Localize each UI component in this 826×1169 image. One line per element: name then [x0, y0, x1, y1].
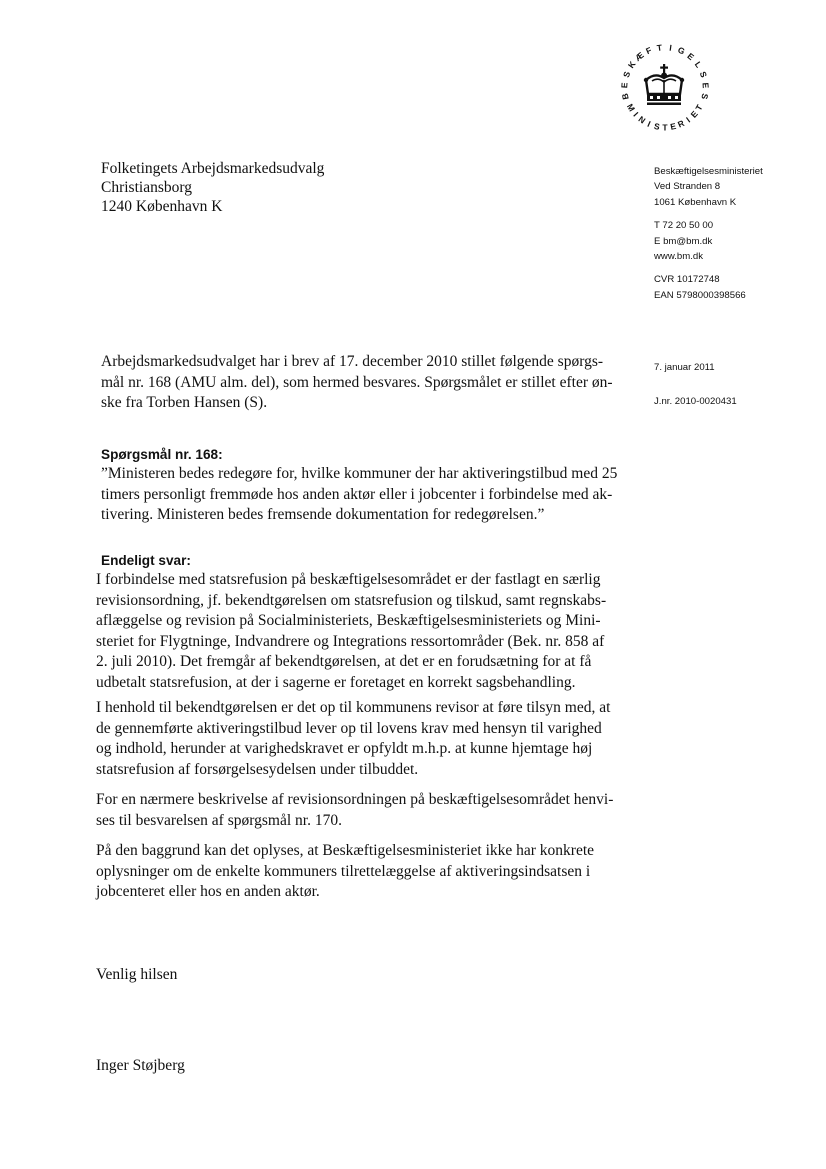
seal-letter: L	[692, 59, 704, 70]
text-line: ses til besvarelsen af spørgsmål nr. 170.	[96, 811, 342, 829]
seal-letter: E	[700, 82, 711, 89]
closing-greeting: Venlig hilsen	[96, 966, 178, 983]
text-line: statsrefusion af forsørgelsesydelsen under tilbuddet.	[96, 760, 419, 778]
text-line: 2. juli 2010). Det fremgår af bekendtgørelsen, at det er en forudsætning for at få	[96, 653, 592, 670]
text-line: På den baggrund kan det oplyses, at Beskæftigelsesministeriet ikke har konkrete	[96, 842, 595, 859]
signature-name: Inger Støjberg	[96, 1057, 185, 1074]
text-line: ske fra Torben Hansen (S).	[101, 394, 268, 411]
text-line: oplysninger om de enkelte kommuners tilrettelæggelse af aktiveringsindsatsen i	[96, 862, 591, 880]
sender-city: 1061 København K	[654, 196, 737, 208]
question-text	[101, 464, 617, 526]
text-line: For en nærmere beskrivelse af revisionsordningen på beskæftigelsesområdet henvi-	[96, 791, 614, 808]
seal-letter: E	[685, 50, 697, 63]
sender-info	[654, 164, 763, 303]
seal-letter: E	[688, 108, 700, 120]
recipient-line: Christiansborg	[101, 179, 192, 196]
sender-web: www.bm.dk	[654, 250, 704, 262]
text-line: mål nr. 168 (AMU alm. del), som hermed besvares. Spørgsmålet er stillet efter øn-	[101, 373, 613, 391]
sender-cvr: CVR 10172748	[654, 274, 720, 286]
answer-paragraph-3	[96, 790, 613, 831]
answer-paragraph-1	[96, 570, 606, 693]
seal-letter: I	[631, 110, 641, 119]
seal-letter: G	[676, 44, 687, 57]
seal-letter: F	[644, 44, 654, 57]
text-line: I henhold til bekendtgørelsen er det op til kommunens revisor at føre tilsyn med, at	[96, 699, 611, 716]
text-line: Arbejdsmarkedsudvalget har i brev af 17. december 2010 stillet følgende spørgs-	[101, 353, 604, 370]
seal-letter: S	[620, 70, 633, 79]
text-line: timers personligt fremmøde hos anden aktør eller i jobcenter i forbindelse med ak-	[101, 485, 613, 503]
text-line: tivering. Ministeren bedes fremsende dokumentation for redegørelsen.”	[101, 506, 545, 523]
answer-paragraph-4	[96, 841, 594, 903]
text-line: udbetalt statsrefusion, at der i sagerne er foretaget en korrekt sagsbehandling.	[96, 673, 576, 691]
seal-letter: S	[697, 70, 710, 79]
seal-arc-text-bottom	[625, 102, 705, 132]
seal-letter: N	[636, 113, 648, 126]
letter-date: 7. januar 2011	[654, 362, 715, 373]
recipient-address	[101, 159, 324, 216]
seal-letter: E	[669, 120, 677, 132]
text-line: steriet for Flygtninge, Indvandrere og Integrations ressortområder (Bek. nr. 858 af	[96, 632, 605, 650]
question-heading: Spørgsmål nr. 168:	[101, 447, 223, 462]
recipient-line: Folketingets Arbejdsmarkedsudvalg	[101, 160, 325, 177]
seal-letter: I	[684, 115, 692, 125]
answer-paragraph-2	[96, 698, 610, 780]
sender-name: Beskæftigelsesministeriet	[654, 166, 763, 177]
text-line: og indhold, herunder at varighedskravet er opfyldt m.h.p. at kunne hjemtage høj	[96, 740, 593, 757]
crown-icon	[644, 64, 684, 105]
text-line: ”Ministeren bedes redegøre for, hvilke kommuner der har aktiveringstilbud med 25	[101, 465, 618, 482]
sender-email: E bm@bm.dk	[654, 235, 713, 247]
seal-letter: I	[668, 42, 673, 53]
answer-heading: Endeligt svar:	[101, 553, 191, 568]
recipient-line: 1240 København K	[101, 198, 223, 215]
seal-letter: S	[699, 92, 711, 101]
sender-street: Ved Stranden 8	[654, 181, 721, 193]
seal-letter: B	[619, 92, 631, 101]
seal-letter: T	[662, 122, 668, 133]
intro-paragraph	[101, 352, 611, 414]
seal-letter: I	[645, 118, 653, 129]
seal-letter: S	[653, 120, 661, 132]
text-line: I forbindelse med statsrefusion på beskæftigelsesområdet er der fastlagt en særlig	[96, 571, 601, 588]
text-line: de gennemførte aktiveringstilbud lever op til lovens krav med hensyn til varighed	[96, 719, 602, 737]
sender-ean: EAN 5798000398566	[654, 289, 746, 301]
text-line: aflæggelse og revision på Socialministeriets, Beskæftigelsesministeriets og Mini-	[96, 612, 601, 629]
journal-number: J.nr. 2010-0020431	[654, 396, 737, 407]
seal-letter: K	[625, 59, 638, 70]
seal-letter: M	[624, 102, 638, 114]
ministry-seal-logo	[610, 38, 720, 138]
sender-phone: T 72 20 50 00	[654, 220, 714, 232]
text-line: jobcenteret eller hos en anden aktør.	[96, 883, 320, 900]
seal-letter: T	[693, 102, 705, 113]
seal-letter: E	[619, 82, 630, 89]
text-line: revisionsordning, jf. bekendtgørelsen om statsrefusion og tilskud, samt regnskabs-	[96, 591, 607, 609]
seal-letter: T	[656, 42, 663, 53]
seal-letter: Æ	[632, 49, 646, 63]
seal-letter: R	[676, 117, 686, 130]
